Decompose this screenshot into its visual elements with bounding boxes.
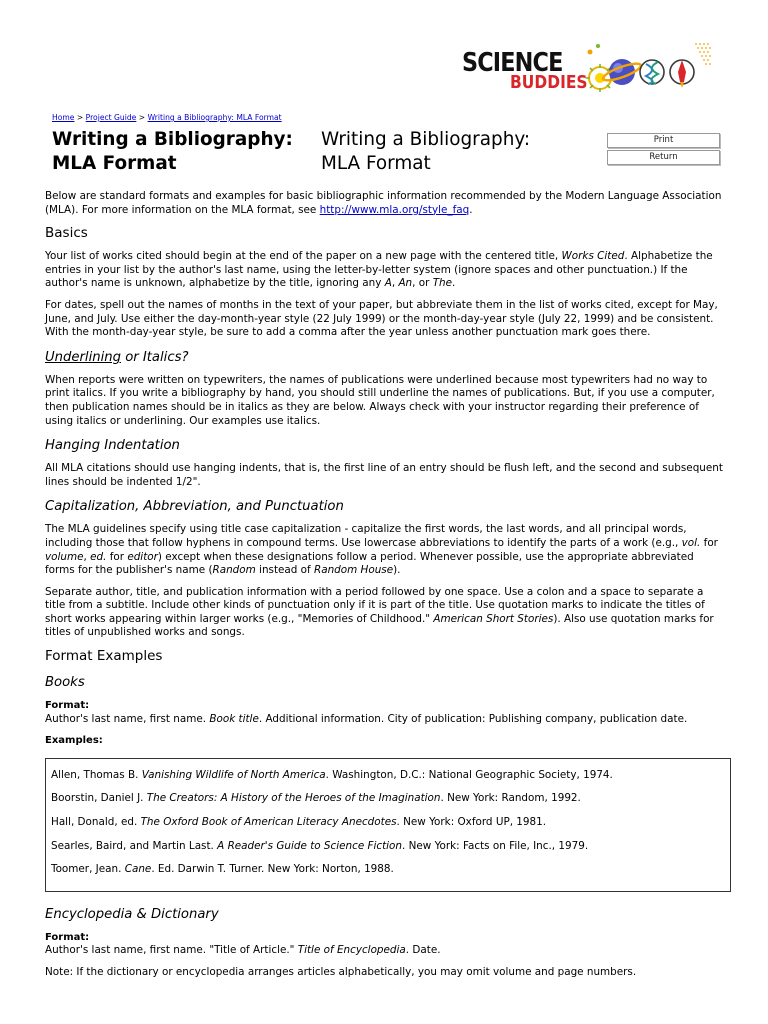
basics-paragraph-2: For dates, spell out the names of months in the text of your paper, but abbreviate them in the list of works cited, except for May, June, and July. Use either the day-month-year style (22 July 1999) or the month-day-year style (July 22, 1999) and be consistent. With the month-day-year style, be sure to add a comma after the year unless another punctuation mark goes there. xyxy=(45,298,718,339)
subsection-heading-books: Books xyxy=(45,675,85,691)
section-heading-underlining: Underlining or Italics? xyxy=(45,349,189,365)
breadcrumb-home-link[interactable]: Home xyxy=(52,113,75,122)
books-format-text: Author's last name, first name. Book title. Additional information. City of publication: Publishing company, publication date. xyxy=(45,712,688,725)
page-title: Writing a Bibliography: MLA Format xyxy=(52,129,293,174)
science-buddies-logo[interactable] xyxy=(460,38,725,100)
section-heading-capitalization: Capitalization, Abbreviation, and Punctuation xyxy=(45,499,344,515)
citation-example: Hall, Donald, ed. The Oxford Book of American Literacy Anecdotes. New York: Oxford UP, 1981. xyxy=(51,816,547,829)
citation-example: Toomer, Jean. Cane. Ed. Darwin T. Turner. New York: Norton, 1988. xyxy=(51,863,394,876)
section-heading-basics: Basics xyxy=(45,225,88,242)
encyclopedia-note: Note: If the dictionary or encyclopedia arranges articles alphabetically, you may omit volume and page numbers. xyxy=(45,966,637,978)
books-examples-label: Examples: xyxy=(45,735,103,747)
underlining-paragraph: When reports were written on typewriters, the names of publications were underlined because most typewriters had no way to print italics. If you write a bibliography by hand, you should still underline the names of publications. But, if you use a computer, then publication names should be in italics as they are below. Always check with your instructor regarding their preference of using italics or underlining. Our examples use italics. xyxy=(45,373,715,427)
encyclopedia-format-text: Author's last name, first name. "Title of Article." Title of Encyclopedia. Date. xyxy=(45,944,441,957)
capitalization-paragraph-2: Separate author, title, and publication information with a period followed by one space. Use a colon and a space to separate a title from a subtitle. Include other kinds of punctuation only if it is part of the title. Use quotation marks to indicate the titles of short works appearing within larger works (e.g., "Memories of Childhood." American Short Stories). Also use quotation marks for titles of unpublished works and songs. xyxy=(45,585,714,639)
breadcrumb-separator: > xyxy=(76,113,84,122)
page-title-duplicate: Writing a Bibliography: MLA Format xyxy=(321,129,531,174)
logo-word-buddies: BUDDIES xyxy=(510,72,588,93)
intro-paragraph: Below are standard formats and examples for basic bibliographic information recommended by the Modern Language Association (MLA). For more information on the MLA format, see http://www.mla.org/style_faq. xyxy=(45,190,722,216)
books-format-label: Format: xyxy=(45,700,90,712)
logo-science-icons xyxy=(578,38,728,100)
print-button[interactable]: Print xyxy=(607,133,720,148)
basics-paragraph-1: Your list of works cited should begin at the end of the paper on a new page with the centered title, Works Cited. Alphabetize the entries in your list by the author's last name, using the letter-by-letter system (ignore spaces and other punctuation.) If the author's name is unknown, alphabetize by the title, ignoring any A, An, or The. xyxy=(45,250,713,290)
books-examples-box xyxy=(45,758,731,892)
breadcrumb-separator: > xyxy=(138,113,146,122)
encyclopedia-format-label: Format: xyxy=(45,931,90,943)
breadcrumb-project-guide-link[interactable]: Project Guide xyxy=(85,113,137,122)
logo-word-science: SCIENCE xyxy=(462,48,563,78)
citation-example: Searles, Baird, and Martin Last. A Reader's Guide to Science Fiction. New York: Facts on File, Inc., 1979. xyxy=(51,839,589,852)
citation-example: Boorstin, Daniel J. The Creators: A History of the Heroes of the Imagination. New York: Random, 1992. xyxy=(51,792,581,805)
subsection-heading-encyclopedia: Encyclopedia & Dictionary xyxy=(45,906,219,922)
breadcrumb-current-link[interactable]: Writing a Bibliography: MLA Format xyxy=(147,113,282,122)
breadcrumb xyxy=(52,113,282,123)
section-heading-hanging-indentation: Hanging Indentation xyxy=(45,438,180,454)
return-button[interactable]: Return xyxy=(607,150,720,165)
section-heading-format-examples: Format Examples xyxy=(45,648,163,665)
citation-example: Allen, Thomas B. Vanishing Wildlife of North America. Washington, D.C.: National Geographic Society, 1974. xyxy=(51,768,613,781)
mla-style-faq-link[interactable]: http://www.mla.org/style_faq xyxy=(319,203,470,216)
article-body xyxy=(45,190,725,988)
capitalization-paragraph-1: The MLA guidelines specify using title case capitalization - capitalize the first words, the last words, and all principal words, including those that follow hyphens in compound terms. Use lowercase abbreviations to identify the parts of a work (e.g., vol. for volume, ed. for editor) except when these designations follow a period. Whenever possible, use the appropriate abbreviated forms for the publisher's name (Random instead of Random House). xyxy=(45,523,718,577)
hanging-paragraph: All MLA citations should use hanging indents, that is, the first line of an entry should be flush left, and the second and subsequent lines should be indented 1/2". xyxy=(45,462,723,488)
